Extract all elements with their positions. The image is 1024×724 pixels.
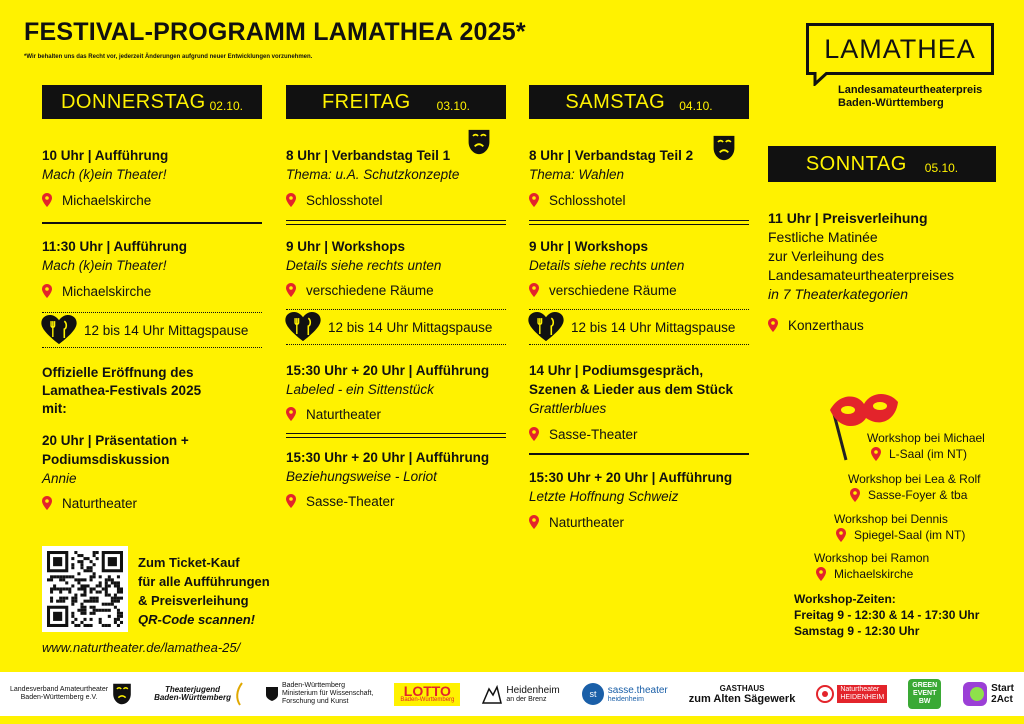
location-pin-icon — [871, 447, 881, 461]
event-location — [286, 281, 506, 299]
sponsor-text: HEIDENHEIM — [840, 694, 885, 701]
castle-icon — [481, 683, 503, 705]
page-title: FESTIVAL-PROGRAMM LAMATHEA 2025* — [24, 18, 526, 46]
event — [768, 209, 996, 304]
location-pin-icon — [816, 567, 826, 581]
workshop-location — [871, 446, 985, 462]
event-heading: 8 Uhr | Verbandstag Teil 2 — [529, 148, 694, 163]
location-pin-icon — [850, 488, 860, 502]
day-name: FREITAG — [321, 90, 411, 113]
qr-code[interactable] — [42, 546, 128, 632]
ticket-line: für alle Aufführungen — [138, 574, 270, 589]
sponsor-sasse-logo — [581, 682, 668, 706]
event-heading: 9 Uhr | Workshops — [529, 239, 649, 254]
workshop-item — [867, 430, 985, 462]
sponsor-lotto-logo — [394, 683, 460, 706]
ticket-info — [138, 553, 270, 629]
workshop-item — [848, 471, 981, 503]
location-pin-icon — [286, 407, 296, 421]
opening-line: Offizielle Eröffnung des — [42, 365, 194, 380]
location-label: Naturtheater — [306, 406, 382, 422]
opening-line: mit: — [42, 401, 67, 416]
dotted-divider — [529, 309, 749, 310]
double-divider — [286, 433, 506, 438]
location-pin-icon — [529, 427, 539, 441]
event-text: zur Verleihung des — [768, 248, 884, 264]
event-location — [42, 494, 262, 512]
ticket-line: Zum Ticket-Kauf — [138, 555, 240, 570]
event-subtitle: Mach (k)ein Theater! — [42, 258, 167, 273]
event-location — [42, 191, 262, 209]
location-label: Michaelskirche — [62, 283, 152, 299]
event-subtitle: Labeled - ein Sittenstück — [286, 382, 434, 397]
sponsor-text: Baden-Württemberg e.V. — [20, 694, 98, 701]
event-text: Festliche Matinée — [768, 229, 878, 245]
dotted-divider — [42, 312, 262, 313]
heart-cutlery-icon — [284, 312, 322, 342]
lunch-label: 12 bis 14 Uhr Mittagspause — [84, 322, 249, 338]
location-label: verschiedene Räume — [306, 282, 434, 298]
sponsor-text: zum Alten Sägewerk — [688, 692, 796, 705]
double-divider — [529, 220, 749, 225]
logo-name: LAMATHEA — [824, 33, 976, 64]
lunch-label: 12 bis 14 Uhr Mittagspause — [571, 319, 736, 335]
coat-of-arms-icon — [265, 686, 279, 702]
dotted-divider — [286, 309, 506, 310]
theater-mask-icon — [466, 127, 492, 157]
sponsor-text: Theaterjugend — [164, 685, 221, 694]
location-label: Sasse-Theater — [549, 426, 638, 442]
location-label: Spiegel-Saal (im NT) — [854, 528, 966, 542]
event — [42, 431, 262, 488]
theater-mask-icon — [111, 681, 133, 707]
event-heading: 9 Uhr | Workshops — [286, 239, 406, 254]
column-freitag — [286, 85, 506, 510]
sponsor-lav-logo — [10, 681, 133, 707]
lamathea-logo — [806, 23, 994, 75]
event-location — [529, 191, 749, 209]
event-heading: 14 Uhr | Podiumsgespräch, — [529, 363, 704, 378]
event-subtitle: Grattlerblues — [529, 401, 607, 416]
workshop-times — [794, 591, 979, 639]
location-label: Sasse-Theater — [306, 493, 395, 509]
dotted-divider — [529, 344, 749, 345]
location-pin-icon — [286, 494, 296, 508]
workshop-item — [834, 511, 965, 543]
location-pin-icon — [42, 284, 52, 298]
event-heading: 8 Uhr | Verbandstag Teil 1 — [286, 148, 451, 163]
workshop-title: Workshop bei Dennis — [834, 512, 948, 526]
location-label: Schlosshotel — [306, 192, 383, 208]
website-link[interactable]: www.naturtheater.de/lamathea-25/ — [42, 640, 241, 655]
location-label: Michaelskirche — [62, 192, 152, 208]
location-pin-icon — [529, 515, 539, 529]
sponsor-text: Baden-Württemberg — [400, 696, 455, 703]
lunch-break — [527, 313, 749, 341]
day-header-samstag — [529, 85, 749, 119]
event-heading: 15:30 Uhr + 20 Uhr | Aufführung — [286, 450, 490, 465]
location-pin-icon — [836, 528, 846, 542]
location-label: verschiedene Räume — [549, 282, 677, 298]
event-subtitle: Thema: Wahlen — [529, 167, 625, 182]
sponsor-text: Forschung und Kunst — [281, 698, 349, 705]
speech-tail-icon — [812, 72, 834, 86]
event-subtitle: Thema: u.A. Schutzkonzepte — [286, 167, 460, 182]
day-date: 04.10. — [679, 99, 713, 113]
event-heading: 15:30 Uhr + 20 Uhr | Aufführung — [286, 363, 490, 378]
dotted-divider — [42, 347, 262, 348]
sasse-circle-icon — [581, 682, 605, 706]
workshop-location — [836, 527, 965, 543]
event-location — [286, 405, 506, 423]
svg-text:st: st — [589, 689, 597, 699]
event — [42, 237, 262, 275]
column-sonntag — [768, 146, 996, 334]
sponsor-ministry-logo — [265, 682, 373, 706]
workshop-item — [814, 550, 929, 582]
sponsor-text: LOTTO — [403, 682, 451, 699]
logo-sub-line-1: Landesamateurtheaterpreis — [838, 84, 983, 96]
sponsor-text: sasse.theater — [607, 684, 668, 696]
sponsor-text: GASTHAUS — [719, 683, 765, 693]
event-subtitle: Beziehungsweise - Loriot — [286, 469, 437, 484]
double-divider — [286, 220, 506, 225]
event — [286, 448, 506, 486]
event-location — [768, 316, 996, 334]
event-heading: 15:30 Uhr + 20 Uhr | Aufführung — [529, 470, 733, 485]
event-location — [529, 513, 749, 531]
event-subtitle: Details siehe rechts unten — [286, 258, 442, 273]
location-label: L-Saal (im NT) — [889, 447, 968, 461]
day-date: 03.10. — [436, 99, 471, 113]
sponsor-gasthaus-logo — [689, 684, 796, 705]
sponsor-text: BW — [918, 698, 931, 705]
heart-cutlery-icon — [527, 312, 565, 342]
sponsor-naturtheater-logo — [816, 685, 887, 703]
sponsor-text: 2Act — [991, 694, 1013, 705]
opening-text — [42, 364, 262, 418]
day-header-sonntag — [768, 146, 996, 182]
event-heading: Podiumsdiskussion — [42, 452, 170, 467]
location-label: Naturtheater — [62, 495, 138, 511]
sponsor-text: Baden-Württemberg — [281, 682, 345, 689]
event-heading: 20 Uhr | Präsentation + — [42, 433, 189, 448]
ticket-line: & Preisverleihung — [138, 593, 249, 608]
divider — [529, 453, 749, 455]
location-pin-icon — [42, 496, 52, 510]
swoosh-icon — [234, 681, 244, 707]
lunch-break — [40, 316, 262, 344]
event-heading: 11:30 Uhr | Aufführung — [42, 239, 188, 254]
column-samstag — [529, 85, 749, 531]
location-label: Naturtheater — [549, 514, 625, 530]
qr-code-graphic — [47, 551, 123, 627]
sponsor-theaterjugend-logo — [154, 681, 244, 707]
event — [42, 146, 262, 184]
logo-sub-line-2: Baden-Württemberg — [838, 97, 944, 109]
day-name: SONNTAG — [805, 152, 907, 175]
location-pin-icon — [529, 283, 539, 297]
workshop-title: Workshop bei Michael — [867, 431, 985, 445]
sponsor-text: Naturtheater — [840, 686, 880, 693]
event-heading: Szenen & Lieder aus dem Stück — [529, 382, 734, 397]
day-header-donnerstag — [42, 85, 262, 119]
sponsor-green-event-logo — [908, 679, 941, 709]
event — [529, 237, 749, 275]
event-subtitle: in 7 Theaterkategorien — [768, 286, 909, 302]
sponsor-text: heidenheim — [607, 695, 644, 703]
sponsor-text: an der Brenz — [506, 695, 547, 703]
event-location — [529, 425, 749, 443]
sponsor-text: Heidenheim — [506, 684, 560, 696]
start2act-icon — [962, 681, 988, 707]
workshop-location — [816, 566, 929, 582]
location-label: Schlosshotel — [549, 192, 626, 208]
sponsor-start2act-logo — [962, 681, 1014, 707]
day-header-freitag — [286, 85, 506, 119]
opening-line: Lamathea-Festivals 2025 — [42, 383, 202, 398]
event — [286, 237, 506, 275]
sponsor-text: Ministerium für Wissenschaft, — [281, 690, 374, 697]
event — [529, 361, 749, 418]
workshop-location — [850, 487, 981, 503]
workshop-times-line: Freitag 9 - 12:30 & 14 - 17:30 Uhr — [794, 608, 980, 622]
day-name: DONNERSTAG — [60, 90, 206, 113]
sponsor-text: Landesverband Amateurtheater — [10, 686, 109, 693]
theater-mask-icon — [711, 133, 737, 163]
location-label: Konzerthaus — [788, 317, 864, 333]
logo-subtitle — [838, 84, 982, 110]
workshop-title: Workshop bei Lea & Rolf — [848, 472, 981, 486]
sponsor-text: EVENT — [913, 690, 937, 697]
sponsor-text: GREEN — [912, 682, 938, 689]
dotted-divider — [286, 344, 506, 345]
column-donnerstag — [42, 85, 262, 512]
workshop-times-heading: Workshop-Zeiten: — [794, 592, 896, 606]
workshop-title: Workshop bei Ramon — [814, 551, 930, 565]
event-location — [286, 191, 506, 209]
event-subtitle: Letzte Hoffnung Schweiz — [529, 489, 679, 504]
location-label: Sasse-Foyer & tba — [868, 488, 968, 502]
disclaimer: *Wir behalten uns das Recht vor, jederzeit Änderungen aufgrund neuer Entwicklungen vorzunehmen. — [24, 54, 313, 60]
location-pin-icon — [529, 193, 539, 207]
event-location — [286, 492, 506, 510]
heart-cutlery-icon — [40, 315, 78, 345]
sponsor-text: Start — [991, 683, 1014, 694]
lunch-break — [284, 313, 506, 341]
location-pin-icon — [286, 193, 296, 207]
event-subtitle: Mach (k)ein Theater! — [42, 167, 167, 182]
day-date: 05.10. — [924, 161, 959, 175]
event-location — [529, 281, 749, 299]
sponsor-heidenheim-logo — [481, 683, 559, 705]
day-name: SAMSTAG — [565, 90, 666, 113]
event-text: Landesamateurtheaterpreises — [768, 267, 955, 283]
location-label: Michaelskirche — [834, 567, 914, 581]
location-pin-icon — [286, 283, 296, 297]
location-pin-icon — [768, 318, 778, 332]
sponsor-footer — [0, 672, 1024, 716]
location-pin-icon — [42, 193, 52, 207]
event-heading: 10 Uhr | Aufführung — [42, 148, 169, 163]
event — [286, 361, 506, 399]
naturtheater-icon — [816, 685, 834, 703]
event — [529, 468, 749, 506]
day-date: 02.10. — [209, 99, 243, 113]
event-heading: 11 Uhr | Preisverleihung — [768, 210, 928, 226]
event-subtitle: Annie — [42, 471, 77, 486]
divider — [42, 222, 262, 224]
event-subtitle: Details siehe rechts unten — [529, 258, 685, 273]
lunch-label: 12 bis 14 Uhr Mittagspause — [328, 319, 493, 335]
sponsor-text: Baden-Württemberg — [154, 693, 231, 702]
ticket-line: QR-Code scannen! — [138, 612, 256, 627]
event-location — [42, 282, 262, 300]
workshop-times-line: Samstag 9 - 12:30 Uhr — [794, 624, 920, 638]
